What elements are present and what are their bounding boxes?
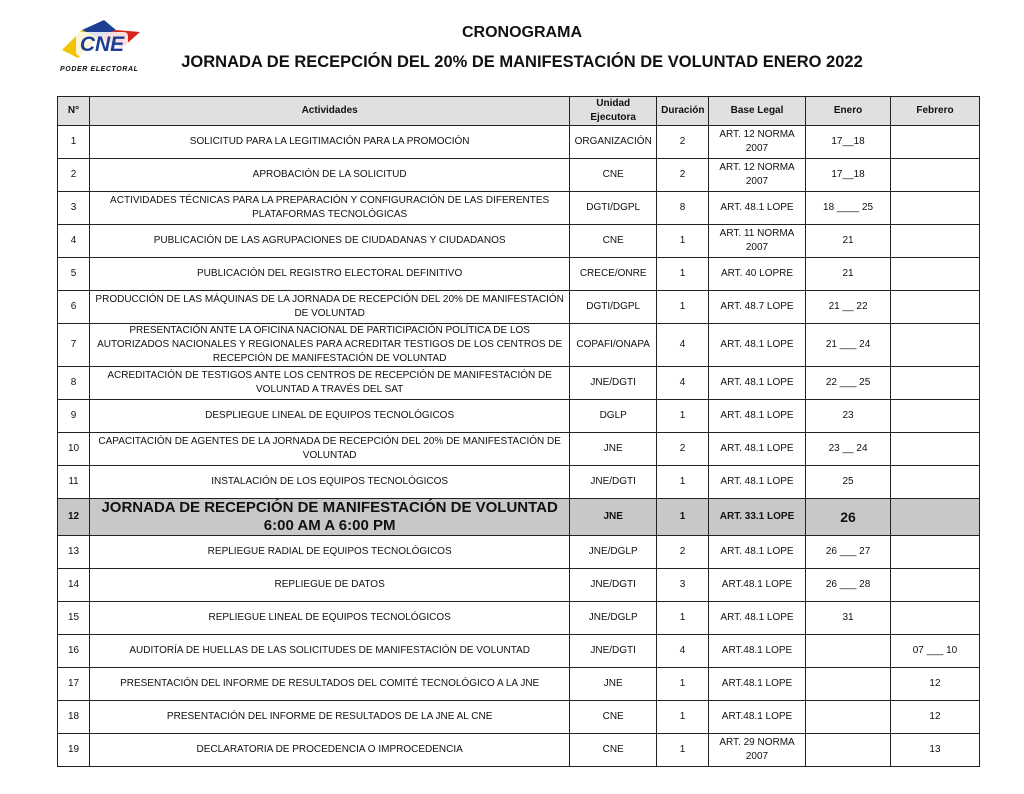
row-legal-base: ART. 48.1 LOPE bbox=[708, 466, 805, 499]
row-february bbox=[890, 192, 979, 225]
row-february bbox=[890, 602, 979, 635]
row-february: 13 bbox=[890, 734, 979, 767]
table-row bbox=[58, 499, 980, 536]
table-row bbox=[58, 324, 980, 367]
row-legal-base: ART. 48.1 LOPE bbox=[708, 192, 805, 225]
table-row bbox=[58, 291, 980, 324]
table-row bbox=[58, 225, 980, 258]
row-legal-base: ART. 11 NORMA 2007 bbox=[708, 225, 805, 258]
row-duration: 2 bbox=[657, 159, 709, 192]
row-number: 11 bbox=[58, 466, 90, 499]
table-row bbox=[58, 433, 980, 466]
row-february bbox=[890, 569, 979, 602]
row-number: 17 bbox=[58, 668, 90, 701]
row-february bbox=[890, 258, 979, 291]
row-activity: PRESENTACIÓN DEL INFORME DE RESULTADOS DEL COMITÉ TECNOLÓGICO A LA JNE bbox=[90, 668, 570, 701]
row-activity: APROBACIÓN DE LA SOLICITUD bbox=[90, 159, 570, 192]
row-legal-base: ART. 48.1 LOPE bbox=[708, 536, 805, 569]
row-unit: JNE bbox=[570, 668, 657, 701]
row-february bbox=[890, 466, 979, 499]
row-number: 8 bbox=[58, 367, 90, 400]
row-unit: JNE/DGTI bbox=[570, 635, 657, 668]
row-legal-base: ART. 12 NORMA 2007 bbox=[708, 159, 805, 192]
row-activity: CAPACITACIÓN DE AGENTES DE LA JORNADA DE RECEPCIÓN DEL 20% DE MANIFESTACIÓN DE VOLUNTAD bbox=[90, 433, 570, 466]
row-january bbox=[806, 701, 891, 734]
row-activity: PRESENTACIÓN ANTE LA OFICINA NACIONAL DE PARTICIPACIÓN POLÍTICA DE LOS AUTORIZADOS NACIONALES Y REGIONALES PARA ACREDITAR TESTIGOS DE LOS CENTROS DE RECEPCIÓN DE MANIFESTACIÓN DE VOLUNTAD bbox=[90, 324, 570, 367]
row-legal-base: ART. 48.1 LOPE bbox=[708, 324, 805, 367]
row-activity: DECLARATORIA DE PROCEDENCIA O IMPROCEDENCIA bbox=[90, 734, 570, 767]
row-january: 21 bbox=[806, 225, 891, 258]
table-row bbox=[58, 159, 980, 192]
row-unit: JNE bbox=[570, 499, 657, 536]
page-title: CRONOGRAMA bbox=[462, 24, 582, 41]
table-row bbox=[58, 466, 980, 499]
logo-wordmark: CNE bbox=[79, 33, 125, 56]
row-number: 1 bbox=[58, 126, 90, 159]
row-number: 7 bbox=[58, 324, 90, 367]
row-unit: COPAFI/ONAPA bbox=[570, 324, 657, 367]
row-february bbox=[890, 433, 979, 466]
row-activity: PUBLICACIÓN DE LAS AGRUPACIONES DE CIUDADANAS Y CIUDADANOS bbox=[90, 225, 570, 258]
row-number: 19 bbox=[58, 734, 90, 767]
row-january: 31 bbox=[806, 602, 891, 635]
row-february bbox=[890, 159, 979, 192]
row-legal-base: ART. 29 NORMA 2007 bbox=[708, 734, 805, 767]
row-duration: 1 bbox=[657, 225, 709, 258]
row-duration: 1 bbox=[657, 668, 709, 701]
row-january bbox=[806, 635, 891, 668]
row-unit: DGLP bbox=[570, 400, 657, 433]
row-legal-base: ART. 33.1 LOPE bbox=[708, 499, 805, 536]
row-number: 3 bbox=[58, 192, 90, 225]
table-row bbox=[58, 701, 980, 734]
row-duration: 1 bbox=[657, 701, 709, 734]
row-unit: CRECE/ONRE bbox=[570, 258, 657, 291]
table-row bbox=[58, 569, 980, 602]
row-number: 12 bbox=[58, 499, 90, 536]
row-activity: SOLICITUD PARA LA LEGITIMACIÓN PARA LA PROMOCIÓN bbox=[90, 126, 570, 159]
row-activity: REPLIEGUE DE DATOS bbox=[90, 569, 570, 602]
table-row bbox=[58, 367, 980, 400]
row-duration: 1 bbox=[657, 466, 709, 499]
row-unit: ORGANIZACIÓN bbox=[570, 126, 657, 159]
row-january: 26 ___ 28 bbox=[806, 569, 891, 602]
row-january: 21 __ 22 bbox=[806, 291, 891, 324]
row-number: 15 bbox=[58, 602, 90, 635]
row-february: 12 bbox=[890, 668, 979, 701]
row-unit: JNE/DGTI bbox=[570, 367, 657, 400]
row-january: 21 bbox=[806, 258, 891, 291]
row-january: 26 ___ 27 bbox=[806, 536, 891, 569]
row-activity: PRODUCCIÓN DE LAS MÁQUINAS DE LA JORNADA DE RECEPCIÓN DEL 20% DE MANIFESTACIÓN DE VOLUNTAD bbox=[90, 291, 570, 324]
row-unit: JNE/DGTI bbox=[570, 569, 657, 602]
col-header-unit: Unidad Ejecutora bbox=[570, 97, 657, 126]
row-february bbox=[890, 126, 979, 159]
row-unit: JNE/DGLP bbox=[570, 602, 657, 635]
col-header-january: Enero bbox=[806, 97, 891, 126]
col-header-legal-base: Base Legal bbox=[708, 97, 805, 126]
row-duration: 1 bbox=[657, 400, 709, 433]
row-unit: JNE/DGTI bbox=[570, 466, 657, 499]
page-subtitle: JORNADA DE RECEPCIÓN DEL 20% DE MANIFESTACIÓN DE VOLUNTAD ENERO 2022 bbox=[181, 53, 863, 71]
table-row bbox=[58, 734, 980, 767]
row-unit: JNE bbox=[570, 433, 657, 466]
schedule-table bbox=[57, 96, 980, 767]
row-february bbox=[890, 400, 979, 433]
row-january bbox=[806, 734, 891, 767]
row-number: 10 bbox=[58, 433, 90, 466]
row-january: 17__18 bbox=[806, 159, 891, 192]
row-activity: REPLIEGUE RADIAL DE EQUIPOS TECNOLÓGICOS bbox=[90, 536, 570, 569]
row-duration: 1 bbox=[657, 258, 709, 291]
row-january: 25 bbox=[806, 466, 891, 499]
row-activity: INSTALACIÓN DE LOS EQUIPOS TECNOLÓGICOS bbox=[90, 466, 570, 499]
table-row bbox=[58, 126, 980, 159]
row-activity: REPLIEGUE LINEAL DE EQUIPOS TECNOLÓGICOS bbox=[90, 602, 570, 635]
row-legal-base: ART. 48.1 LOPE bbox=[708, 602, 805, 635]
row-january: 17__18 bbox=[806, 126, 891, 159]
row-activity: PRESENTACIÓN DEL INFORME DE RESULTADOS DE LA JNE AL CNE bbox=[90, 701, 570, 734]
row-january: 22 ___ 25 bbox=[806, 367, 891, 400]
row-legal-base: ART. 48.1 LOPE bbox=[708, 400, 805, 433]
row-unit: DGTI/DGPL bbox=[570, 291, 657, 324]
row-number: 16 bbox=[58, 635, 90, 668]
row-number: 9 bbox=[58, 400, 90, 433]
row-number: 4 bbox=[58, 225, 90, 258]
row-duration: 1 bbox=[657, 734, 709, 767]
row-duration: 8 bbox=[657, 192, 709, 225]
row-february bbox=[890, 499, 979, 536]
row-number: 2 bbox=[58, 159, 90, 192]
row-february: 07 ___ 10 bbox=[890, 635, 979, 668]
row-legal-base: ART. 48.1 LOPE bbox=[708, 367, 805, 400]
row-legal-base: ART. 12 NORMA 2007 bbox=[708, 126, 805, 159]
table-row bbox=[58, 536, 980, 569]
row-legal-base: ART.48.1 LOPE bbox=[708, 635, 805, 668]
row-activity: ACTIVIDADES TÉCNICAS PARA LA PREPARACIÓN Y CONFIGURACIÓN DE LAS DIFERENTES PLATAFORMAS TECNOLÓGICAS bbox=[90, 192, 570, 225]
row-number: 14 bbox=[58, 569, 90, 602]
row-number: 5 bbox=[58, 258, 90, 291]
row-unit: CNE bbox=[570, 159, 657, 192]
row-january bbox=[806, 668, 891, 701]
col-header-duration: Duración bbox=[657, 97, 709, 126]
row-duration: 1 bbox=[657, 499, 709, 536]
row-february bbox=[890, 291, 979, 324]
row-unit: CNE bbox=[570, 225, 657, 258]
row-february: 12 bbox=[890, 701, 979, 734]
table-header-row bbox=[58, 97, 980, 126]
row-january: 18 ____ 25 bbox=[806, 192, 891, 225]
row-activity bbox=[90, 499, 570, 536]
row-duration: 2 bbox=[657, 126, 709, 159]
col-header-february: Febrero bbox=[890, 97, 979, 126]
row-activity-time: 6:00 AM A 6:00 PM bbox=[263, 517, 396, 534]
row-activity-line: JORNADA DE RECEPCIÓN DE MANIFESTACIÓN DE VOLUNTAD bbox=[101, 499, 558, 516]
table-row bbox=[58, 400, 980, 433]
row-duration: 2 bbox=[657, 433, 709, 466]
row-february bbox=[890, 324, 979, 367]
row-duration: 2 bbox=[657, 536, 709, 569]
row-duration: 4 bbox=[657, 324, 709, 367]
table-row bbox=[58, 668, 980, 701]
row-unit: CNE bbox=[570, 701, 657, 734]
row-duration: 3 bbox=[657, 569, 709, 602]
row-duration: 1 bbox=[657, 291, 709, 324]
col-header-activities: Actividades bbox=[90, 97, 570, 126]
row-activity: DESPLIEGUE LINEAL DE EQUIPOS TECNOLÓGICOS bbox=[90, 400, 570, 433]
row-duration: 4 bbox=[657, 367, 709, 400]
row-january: 23 bbox=[806, 400, 891, 433]
row-january: 21 ___ 24 bbox=[806, 324, 891, 367]
table-row bbox=[58, 602, 980, 635]
row-january: 26 bbox=[806, 499, 891, 536]
row-january: 23 __ 24 bbox=[806, 433, 891, 466]
row-february bbox=[890, 225, 979, 258]
table-row bbox=[58, 192, 980, 225]
row-february bbox=[890, 367, 979, 400]
row-unit: JNE/DGLP bbox=[570, 536, 657, 569]
row-unit: CNE bbox=[570, 734, 657, 767]
table-row bbox=[58, 258, 980, 291]
row-legal-base: ART. 48.1 LOPE bbox=[708, 433, 805, 466]
row-february bbox=[890, 536, 979, 569]
row-activity: ACREDITACIÓN DE TESTIGOS ANTE LOS CENTROS DE RECEPCIÓN DE MANIFESTACIÓN DE VOLUNTAD A TRAVÉS DEL SAT bbox=[90, 367, 570, 400]
row-legal-base: ART.48.1 LOPE bbox=[708, 701, 805, 734]
row-duration: 4 bbox=[657, 635, 709, 668]
row-legal-base: ART. 40 LOPRE bbox=[708, 258, 805, 291]
row-unit: DGTI/DGPL bbox=[570, 192, 657, 225]
logo-subtitle: PODER ELECTORAL bbox=[60, 66, 139, 73]
row-number: 6 bbox=[58, 291, 90, 324]
row-duration: 1 bbox=[657, 602, 709, 635]
row-legal-base: ART.48.1 LOPE bbox=[708, 569, 805, 602]
row-legal-base: ART. 48.7 LOPE bbox=[708, 291, 805, 324]
row-number: 13 bbox=[58, 536, 90, 569]
col-header-number: N° bbox=[58, 97, 90, 126]
row-activity: AUDITORÍA DE HUELLAS DE LAS SOLICITUDES DE MANIFESTACIÓN DE VOLUNTAD bbox=[90, 635, 570, 668]
table-row bbox=[58, 635, 980, 668]
row-legal-base: ART.48.1 LOPE bbox=[708, 668, 805, 701]
row-number: 18 bbox=[58, 701, 90, 734]
row-activity: PUBLICACIÓN DEL REGISTRO ELECTORAL DEFINITIVO bbox=[90, 258, 570, 291]
